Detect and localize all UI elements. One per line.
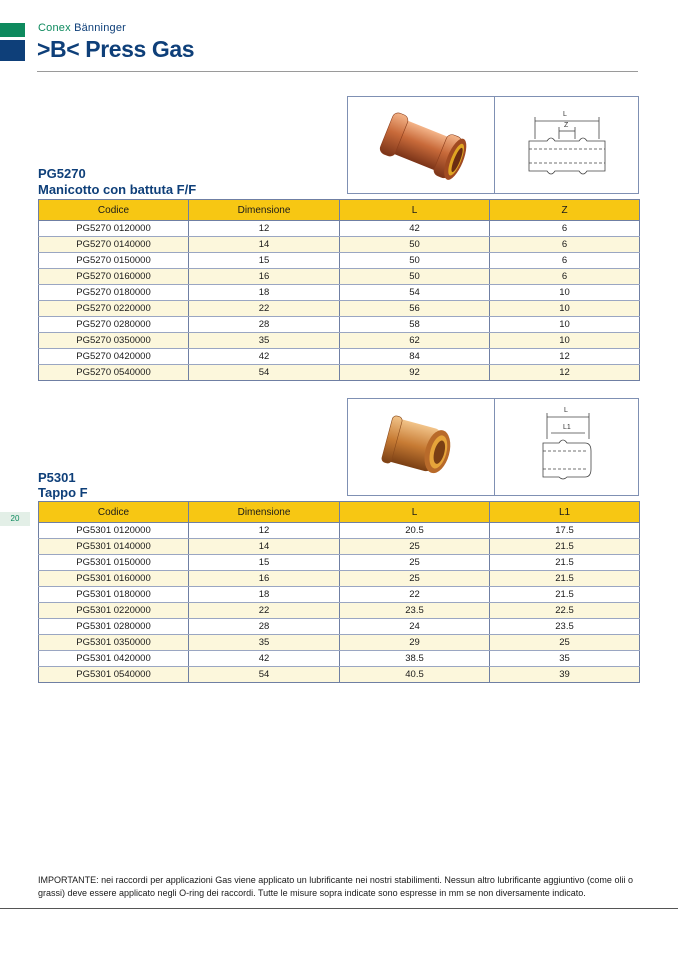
table-cell: PG5301 0350000: [39, 635, 189, 651]
table-cell: 6: [490, 269, 640, 285]
table-cell: 54: [189, 667, 340, 683]
table-cell: PG5301 0160000: [39, 571, 189, 587]
table-cell: 10: [490, 333, 640, 349]
footer-divider: [0, 908, 678, 909]
table-row: [39, 269, 640, 285]
table-cell: 6: [490, 237, 640, 253]
product-image-box-p5301: [347, 398, 639, 496]
table-row: [39, 237, 640, 253]
table-row: [39, 667, 640, 683]
table-body: [39, 221, 640, 381]
table-cell: 23.5: [340, 603, 490, 619]
table-cell: PG5270 0150000: [39, 253, 189, 269]
table-cell: 42: [189, 651, 340, 667]
table-cell: 15: [189, 253, 340, 269]
table-cell: PG5270 0540000: [39, 365, 189, 381]
table-cell: 22: [340, 587, 490, 603]
table-cell: 56: [340, 301, 490, 317]
table-cell: PG5270 0280000: [39, 317, 189, 333]
table-cell: 58: [340, 317, 490, 333]
table-cell: 40.5: [340, 667, 490, 683]
table-cell: 10: [490, 317, 640, 333]
table-cell: 50: [340, 269, 490, 285]
footer-note: IMPORTANTE: nei raccordi per applicazioni Gas viene applicato un lubrificante nei nostri stabilimenti. Nessun altro lubrificante aggiuntivo (come olii o grassi) deve essere applicato negli O-ring dei raccordi. Tutte le misure sopra indicate sono espresse in mm se non diversamente indicato.: [38, 875, 633, 898]
table-cell: PG5301 0180000: [39, 587, 189, 603]
table-cell: 21.5: [490, 555, 640, 571]
table-row: [39, 523, 640, 539]
table-cell: 14: [189, 237, 340, 253]
table-cell: 12: [189, 221, 340, 237]
table-cell: PG5270 0220000: [39, 301, 189, 317]
table-row: [39, 555, 640, 571]
table-cell: 28: [189, 317, 340, 333]
table-cell: 22: [189, 301, 340, 317]
table-cell: PG5301 0540000: [39, 667, 189, 683]
column-header: Dimensione: [189, 502, 340, 523]
section-code-pg5270: PG5270: [38, 166, 86, 181]
table-cell: 24: [340, 619, 490, 635]
table-cell: 25: [340, 555, 490, 571]
table-cell: 6: [490, 221, 640, 237]
table-row: [39, 317, 640, 333]
table-cell: 22.5: [490, 603, 640, 619]
table-cell: 28: [189, 619, 340, 635]
table-cell: PG5270 0350000: [39, 333, 189, 349]
section-code-p5301: P5301: [38, 470, 76, 485]
table-row: [39, 253, 640, 269]
diagram-label-z: Z: [564, 122, 569, 129]
table-row: [39, 539, 640, 555]
column-header: Z: [490, 200, 640, 221]
section-name-pg5270: Manicotto con battuta F/F: [38, 182, 197, 197]
table-cell: 12: [189, 523, 340, 539]
table-cell: 54: [189, 365, 340, 381]
table-cell: 25: [490, 635, 640, 651]
table-cell: 38.5: [340, 651, 490, 667]
table-cell: 50: [340, 253, 490, 269]
brand-tab-blue: [0, 40, 25, 61]
table-header-row: [39, 200, 640, 221]
table-cell: PG5270 0180000: [39, 285, 189, 301]
table-cell: 92: [340, 365, 490, 381]
table-cell: 14: [189, 539, 340, 555]
section-name-p5301: Tappo F: [38, 485, 88, 500]
table-cell: 16: [189, 571, 340, 587]
table-cell: 35: [189, 333, 340, 349]
table-cell: 84: [340, 349, 490, 365]
page-title: >B< Press Gas: [37, 36, 195, 62]
page-number: 20: [0, 512, 30, 526]
table-cell: 39: [490, 667, 640, 683]
table-cell: 50: [340, 237, 490, 253]
table-cell: PG5301 0220000: [39, 603, 189, 619]
diagram-label-l: L: [564, 407, 568, 414]
column-header: L: [340, 200, 490, 221]
cap-photo: [348, 399, 494, 495]
column-header: Codice: [39, 502, 189, 523]
table-row: [39, 635, 640, 651]
table-cell: PG5301 0150000: [39, 555, 189, 571]
table-row: [39, 301, 640, 317]
table-row: [39, 651, 640, 667]
table-cell: 20.5: [340, 523, 490, 539]
table-row: [39, 587, 640, 603]
table-cell: 12: [490, 349, 640, 365]
table-cell: PG5270 0120000: [39, 221, 189, 237]
table-cell: 21.5: [490, 571, 640, 587]
product-image-box-pg5270: [347, 96, 639, 194]
column-header: Dimensione: [189, 200, 340, 221]
column-header: L: [340, 502, 490, 523]
table-cell: 42: [189, 349, 340, 365]
coupling-photo: [348, 97, 494, 193]
table-cell: PG5301 0140000: [39, 539, 189, 555]
table-cell: 35: [189, 635, 340, 651]
table-cell: 21.5: [490, 587, 640, 603]
table-cell: PG5301 0120000: [39, 523, 189, 539]
table-cell: 6: [490, 253, 640, 269]
table-row: [39, 365, 640, 381]
table-cell: PG5301 0420000: [39, 651, 189, 667]
table-cell: 10: [490, 285, 640, 301]
table-cell: 12: [490, 365, 640, 381]
table-cell: 21.5: [490, 539, 640, 555]
table-row: [39, 285, 640, 301]
brand-logo: Conex Bänninger: [38, 22, 127, 34]
table-body: [39, 523, 640, 683]
table-cell: 25: [340, 539, 490, 555]
table-cell: 22: [189, 603, 340, 619]
table-header-row: [39, 502, 640, 523]
table-cell: 16: [189, 269, 340, 285]
brand-tab-green: [0, 23, 25, 37]
table-row: [39, 349, 640, 365]
table-row: [39, 603, 640, 619]
header-divider: [37, 71, 638, 72]
table-cell: PG5270 0140000: [39, 237, 189, 253]
table-cell: 17.5: [490, 523, 640, 539]
table-row: [39, 619, 640, 635]
table-row: [39, 333, 640, 349]
table-cell: 23.5: [490, 619, 640, 635]
table-cell: 62: [340, 333, 490, 349]
table-cell: 42: [340, 221, 490, 237]
table-cell: 15: [189, 555, 340, 571]
table-cell: PG5301 0280000: [39, 619, 189, 635]
table-cell: 54: [340, 285, 490, 301]
table-cell: 25: [340, 571, 490, 587]
table-row: [39, 571, 640, 587]
diagram-label-l: L: [563, 111, 567, 118]
table-cell: 18: [189, 587, 340, 603]
table-row: [39, 221, 640, 237]
table-cell: PG5270 0160000: [39, 269, 189, 285]
column-header: Codice: [39, 200, 189, 221]
table-cell: 10: [490, 301, 640, 317]
spec-table-pg5270: [38, 199, 640, 381]
table-cell: 35: [490, 651, 640, 667]
diagram-label-l1: L1: [563, 424, 571, 431]
table-cell: 18: [189, 285, 340, 301]
table-cell: 29: [340, 635, 490, 651]
column-header: L1: [490, 502, 640, 523]
spec-table-p5301: [38, 501, 640, 683]
table-cell: PG5270 0420000: [39, 349, 189, 365]
